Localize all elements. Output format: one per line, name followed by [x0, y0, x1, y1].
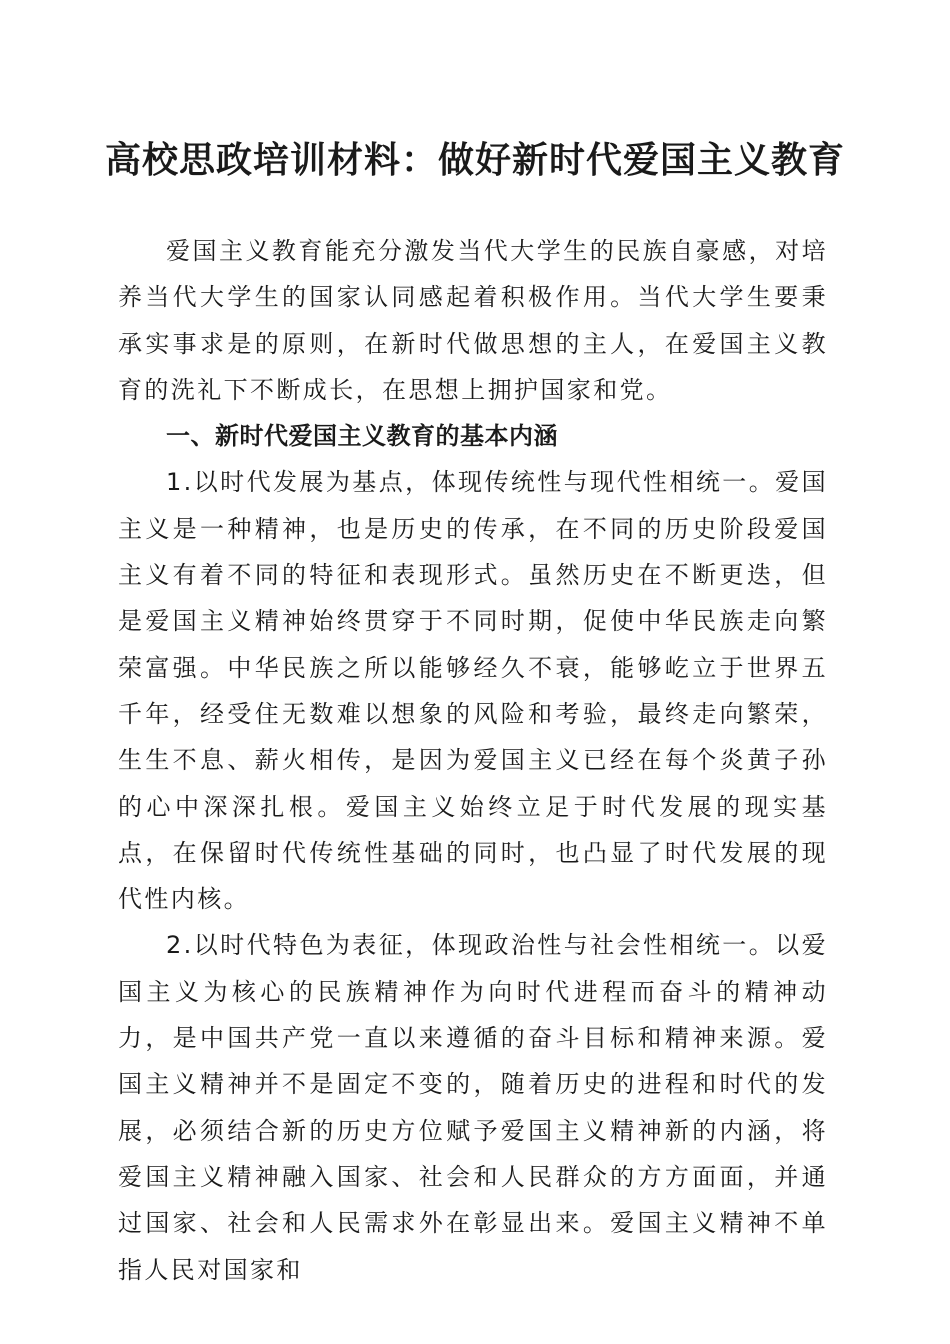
- intro-paragraph: 爱国主义教育能充分激发当代大学生的民族自豪感，对培养当代大学生的国家认同感起着积极作用。当代大学生要秉承实事求是的原则，在新时代做思想的主人，在爱国主义教育的洗礼下不断成长，在思想上拥护国家和党。: [118, 237, 828, 404]
- document-body: [118, 228, 828, 1293]
- document-title: 高校思政培训材料：做好新时代爱国主义教育: [104, 139, 845, 181]
- section-heading: 一、新时代爱国主义教育的基本内涵: [166, 422, 558, 451]
- point-1-paragraph: 1.以时代发展为基点，体现传统性与现代性相统一。爱国主义是一种精神，也是历史的传承，在不同的历史阶段爱国主义有着不同的特征和表现形式。虽然历史在不断更迭，但是爱国主义精神始终贯穿于不同时期，促使中华民族走向繁荣富强。中华民族之所以能够经久不衰，能够屹立于世界五千年，经受住无数难以想象的风险和考验，最终走向繁荣，生生不息、薪火相传，是因为爱国主义已经在每个炎黄子孙的心中深深扎根。爱国主义始终立足于时代发展的现实基点，在保留时代传统性基础的同时，也凸显了时代发展的现代性内核。: [118, 468, 828, 914]
- point-2-paragraph: 2.以时代特色为表征，体现政治性与社会性相统一。以爱国主义为核心的民族精神作为向时代进程而奋斗的精神动力，是中国共产党一直以来遵循的奋斗目标和精神来源。爱国主义精神并不是固定不变的，随着历史的进程和时代的发展，必须结合新的历史方位赋予爱国主义精神新的内涵，将爱国主义精神融入国家、社会和人民群众的方方面面，并通过国家、社会和人民需求外在彰显出来。爱国主义精神不单指人民对国家和: [118, 931, 828, 1284]
